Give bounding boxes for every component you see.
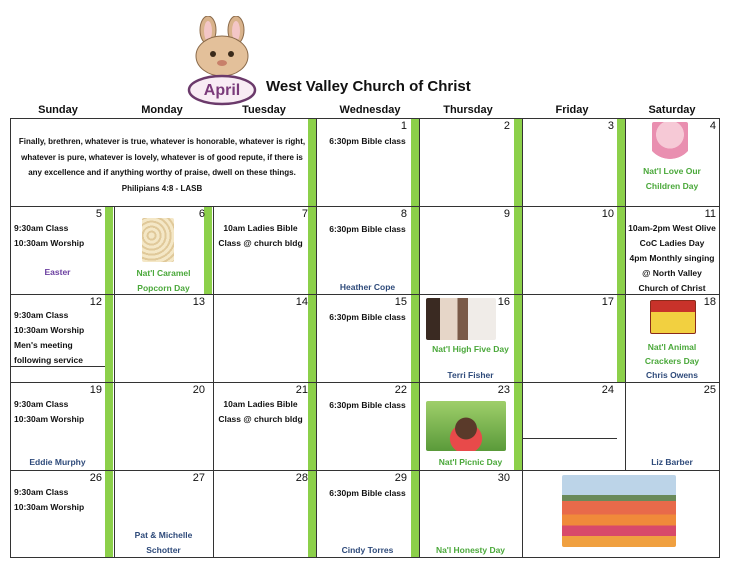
date-15: 15 [394,296,407,308]
date-20: 20 [192,384,205,396]
event-worship: 10:30am Worship [14,238,85,248]
event-worship: 10:30am Worship [14,502,85,512]
event-easter: Easter [44,267,71,277]
date-5: 5 [95,208,102,220]
date-2: 2 [503,120,510,132]
date-24: 24 [601,384,614,396]
date-10: 10 [601,208,614,220]
event-singing-2: @ North Valley [642,268,702,278]
event-ladies-bible-1: 10am Ladies Bible [223,399,298,409]
date-26: 26 [89,472,102,484]
event-bible-class: 6:30pm Bible class [329,312,406,322]
date-28: 28 [295,472,308,484]
date-3: 3 [607,120,614,132]
grid-line [10,206,720,207]
date-27: 27 [192,472,205,484]
event-class: 9:30am Class [14,310,69,320]
event-class: 9:30am Class [14,487,69,497]
calendar-header [0,0,736,100]
event-ladies-bible-2: Class @ church bldg [218,414,303,424]
tulip-field-picture [562,475,676,547]
calendar-grid [10,118,720,558]
event-love-children-1: Nat'l Love Our [643,166,701,176]
event-caramel-1: Nat'l Caramel [136,268,191,278]
date-8: 8 [400,208,407,220]
event-class: 9:30am Class [14,399,69,409]
accent-bar [308,118,316,558]
date-6: 6 [198,208,205,220]
grid-line [522,438,617,439]
popcorn-picture [142,218,174,262]
event-singing-3: Church of Christ [638,283,706,293]
date-23: 23 [497,384,510,396]
date-13: 13 [192,296,205,308]
event-caramel-2: Popcorn Day [137,283,190,293]
event-bible-class: 6:30pm Bible class [329,400,406,410]
date-12: 12 [89,296,102,308]
date-11: 11 [704,208,716,220]
verse-ref: Philipians 4:8 - LASB [121,183,203,193]
event-animal-crackers-1: Nat'l Animal [647,342,697,352]
date-1: 1 [400,120,407,132]
event-birthday: Terri Fisher [447,370,494,380]
verse-text: Finally, brethren, whatever is true, whatever is honorable, whatever is right, whatever is pure, whatever is lovely, whatever is of good repute, if there is any excellence and if anything worthy of praise, dwell on these things. Philipians 4:8 - LASB [18,137,306,193]
date-17: 17 [601,296,614,308]
event-birthday: Liz Barber [651,457,693,467]
event-ladies-day-1: 10am-2pm West Olive [628,223,716,233]
high-five-picture [426,298,496,340]
event-ladies-bible-1: 10am Ladies Bible [223,223,298,233]
weekday-header [10,104,720,118]
day-name-wednesday: Wednesday [339,104,401,116]
event-ladies-day-2: CoC Ladies Day [639,238,705,248]
day-name-tuesday: Tuesday [242,104,286,116]
event-singing-1: 4pm Monthly singing [629,253,715,263]
event-ladies-bible-2: Class @ church bldg [218,238,303,248]
event-animal-crackers-2: Crackers Day [644,356,700,366]
baby-picture [652,122,688,164]
grid-line [719,118,720,558]
accent-bar [617,118,625,382]
date-30: 30 [497,472,510,484]
church-title: West Valley Church of Christ [266,78,471,95]
day-name-monday: Monday [141,104,183,116]
event-high-five: Nat'l High Five Day [432,344,509,354]
event-bible-class: 6:30pm Bible class [329,136,406,146]
day-name-thursday: Thursday [443,104,493,116]
day-name-friday: Friday [555,104,589,116]
event-mens-meeting-2: following service [14,355,83,365]
date-19: 19 [89,384,102,396]
event-mens-meeting: Men's meeting [14,340,73,350]
event-birthday: Cindy Torres [341,545,394,555]
event-birthday: Eddie Murphy [29,457,86,467]
grid-line [114,206,115,558]
event-bible-class: 6:30pm Bible class [329,224,406,234]
day-name-saturday: Saturday [648,104,696,116]
event-worship: 10:30am Worship [14,414,85,424]
event-birthday: Heather Cope [339,282,396,292]
animal-crackers-picture [650,300,696,334]
grid-line [10,118,720,119]
event-birthday: Chris Owens [646,370,698,380]
grid-line [10,118,11,558]
date-14: 14 [295,296,308,308]
date-29: 29 [394,472,407,484]
date-7: 7 [301,208,308,220]
event-birthday-2: Schotter [146,545,181,555]
grid-line [419,118,420,558]
event-love-children-2: Children Day [645,181,699,191]
day-name-sunday: Sunday [38,104,78,116]
event-bible-class: 6:30pm Bible class [329,488,406,498]
date-9: 9 [503,208,510,220]
grid-line [213,206,214,558]
event-worship: 10:30am Worship [14,325,85,335]
april-badge: April [203,82,241,99]
event-honesty-day: Na'l Honesty Day [435,545,506,555]
grid-line [10,382,720,383]
event-birthday-1: Pat & Michelle [134,530,193,540]
date-22: 22 [394,384,407,396]
date-16: 16 [497,296,510,308]
date-18: 18 [703,296,716,308]
event-class: 9:30am Class [14,223,69,233]
event-picnic: Nat'l Picnic Day [438,457,503,467]
date-25: 25 [703,384,716,396]
date-4: 4 [709,120,716,132]
picnic-picture [426,401,506,451]
date-21: 21 [295,384,308,396]
